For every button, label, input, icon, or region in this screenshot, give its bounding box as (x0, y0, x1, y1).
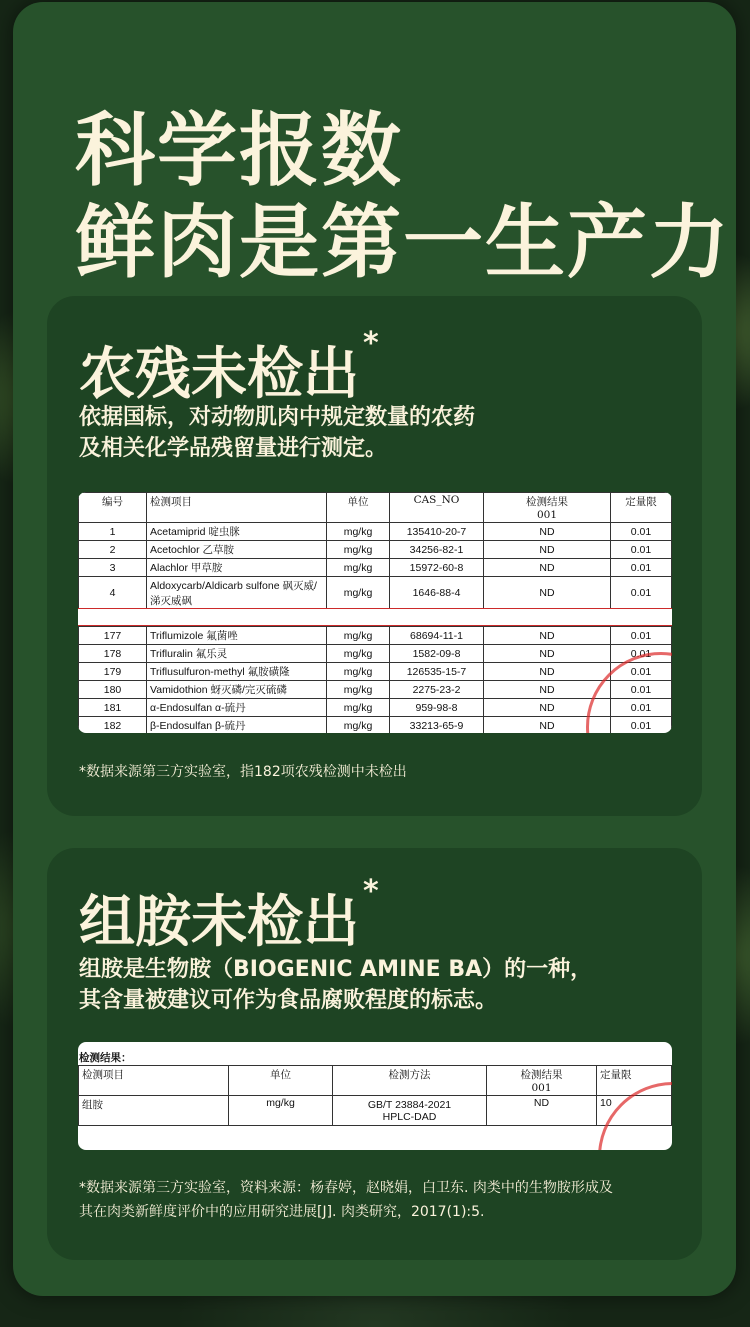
cell-number: 2 (79, 541, 147, 559)
cell-item: Aldoxycarb/Aldicarb sulfone 砜灭威/涕灭威砜 (147, 577, 327, 610)
cell-loq: 0.01 (611, 559, 672, 577)
cell-cas: 33213-65-9 (390, 717, 484, 734)
cell-item: Trifluralin 氟乐灵 (147, 645, 327, 663)
col-header: 单位 (327, 493, 390, 523)
cell-unit: mg/kg (327, 577, 390, 610)
col-header: 检测项目 (147, 493, 327, 523)
cell-loq: 0.01 (611, 541, 672, 559)
cell-unit: mg/kg (229, 1096, 333, 1126)
cell-cas: 126535-15-7 (390, 663, 484, 681)
cell-number: 1 (79, 523, 147, 541)
col-header: 定量限 (611, 493, 672, 523)
pesticide-title: 农残未检出 * (79, 326, 379, 407)
cell-unit: mg/kg (327, 559, 390, 577)
cell-unit: mg/kg (327, 699, 390, 717)
cell-number: 4 (79, 577, 147, 610)
cell-item: Alachlor 甲草胺 (147, 559, 327, 577)
cell-loq: 0.01 (611, 627, 672, 645)
cell-result: ND (487, 1096, 597, 1126)
cell-number: 177 (79, 627, 147, 645)
cell-unit: mg/kg (327, 523, 390, 541)
cell-loq: 0.01 (611, 717, 672, 734)
cell-number: 182 (79, 717, 147, 734)
pesticide-description: 依据国标，对动物肌肉中规定数量的农药 及相关化学品残留量进行测定。 (79, 405, 476, 461)
histamine-note: *数据来源第三方实验室，资料来源：杨春婷，赵晓娟，白卫东. 肉类中的生物胺形成及 其在肉类新鲜度评价中的应用研究进展[J]. 肉类研究，2017(1):5. (79, 1180, 613, 1220)
cell-loq: 0.01 (611, 645, 672, 663)
cell-unit: mg/kg (327, 717, 390, 734)
table-row (79, 1096, 672, 1126)
pesticide-note: *数据来源第三方实验室，指182项农残检测中未检出 (79, 764, 407, 780)
pesticide-section (47, 296, 702, 816)
report-tear-divider (78, 608, 672, 626)
cell-unit: mg/kg (327, 663, 390, 681)
cell-unit: mg/kg (327, 645, 390, 663)
histamine-table (78, 1065, 672, 1126)
col-header: 定量限 (597, 1066, 672, 1096)
table-row (79, 523, 672, 541)
cell-unit: mg/kg (327, 541, 390, 559)
table-row (79, 681, 672, 699)
cell-item: Triflumizole 氟菌唑 (147, 627, 327, 645)
cell-result: ND (484, 699, 611, 717)
pesticide-report-image (78, 492, 672, 733)
headline-line-1: 科学报数 (75, 104, 403, 197)
cell-number: 178 (79, 645, 147, 663)
col-header: CAS_NO (390, 493, 484, 523)
cell-cas: 1646-88-4 (390, 577, 484, 610)
col-header: 编号 (79, 493, 147, 523)
cell-cas: 2275-23-2 (390, 681, 484, 699)
col-header: 检测方法 (333, 1066, 487, 1096)
table-row (79, 699, 672, 717)
cell-item: Acetamiprid 啶虫脒 (147, 523, 327, 541)
cell-cas: 68694-11-1 (390, 627, 484, 645)
col-header: 检测结果 001 (484, 493, 611, 523)
cell-cas: 959-98-8 (390, 699, 484, 717)
col-header: 检测结果 001 (487, 1066, 597, 1096)
report-caption: 检测结果： (79, 1052, 132, 1064)
pesticide-table-top (78, 492, 672, 610)
histamine-section (47, 848, 702, 1260)
cell-item: α-Endosulfan α-硫丹 (147, 699, 327, 717)
cell-number: 179 (79, 663, 147, 681)
cell-item: β-Endosulfan β-硫丹 (147, 717, 327, 734)
cell-item: Acetochlor 乙草胺 (147, 541, 327, 559)
cell-result: ND (484, 523, 611, 541)
cell-unit: mg/kg (327, 681, 390, 699)
cell-loq: 0.01 (611, 699, 672, 717)
cell-method: GB/T 23884-2021 HPLC-DAD (333, 1096, 487, 1126)
table-row (79, 577, 672, 610)
cell-result: ND (484, 717, 611, 734)
cell-number: 180 (79, 681, 147, 699)
cell-unit: mg/kg (327, 627, 390, 645)
cell-result: ND (484, 541, 611, 559)
cell-cas: 135410-20-7 (390, 523, 484, 541)
histamine-report-image (78, 1042, 672, 1150)
cell-loq: 0.01 (611, 577, 672, 610)
cell-cas: 34256-82-1 (390, 541, 484, 559)
cell-item: Vamidothion 蚜灭磷/完灭硫磷 (147, 681, 327, 699)
cell-result: ND (484, 559, 611, 577)
cell-number: 3 (79, 559, 147, 577)
col-header: 检测项目 (79, 1066, 229, 1096)
cell-cas: 15972-60-8 (390, 559, 484, 577)
cell-item: Triflusulfuron-methyl 氟胺磺隆 (147, 663, 327, 681)
table-row (79, 663, 672, 681)
table-row (79, 627, 672, 645)
histamine-description: 组胺是生物胺（BIOGENIC AMINE BA）的一种， 其含量被建议可作为食品腐败程度的标志。 (79, 957, 593, 1013)
pesticide-table-bottom (78, 626, 672, 733)
cell-loq: 10 (597, 1096, 672, 1126)
table-row (79, 541, 672, 559)
cell-number: 181 (79, 699, 147, 717)
cell-item: 组胺 (79, 1096, 229, 1126)
headline-line-2: 鲜肉是第一生产力 (75, 196, 731, 289)
cell-loq: 0.01 (611, 663, 672, 681)
cell-loq: 0.01 (611, 681, 672, 699)
table-row (79, 559, 672, 577)
cell-result: ND (484, 645, 611, 663)
cell-cas: 1582-09-8 (390, 645, 484, 663)
cell-result: ND (484, 681, 611, 699)
cell-result: ND (484, 577, 611, 610)
histamine-title: 组胺未检出 * (79, 874, 379, 955)
cell-result: ND (484, 627, 611, 645)
cell-result: ND (484, 663, 611, 681)
table-row (79, 645, 672, 663)
cell-loq: 0.01 (611, 523, 672, 541)
col-header: 单位 (229, 1066, 333, 1096)
table-row (79, 717, 672, 734)
